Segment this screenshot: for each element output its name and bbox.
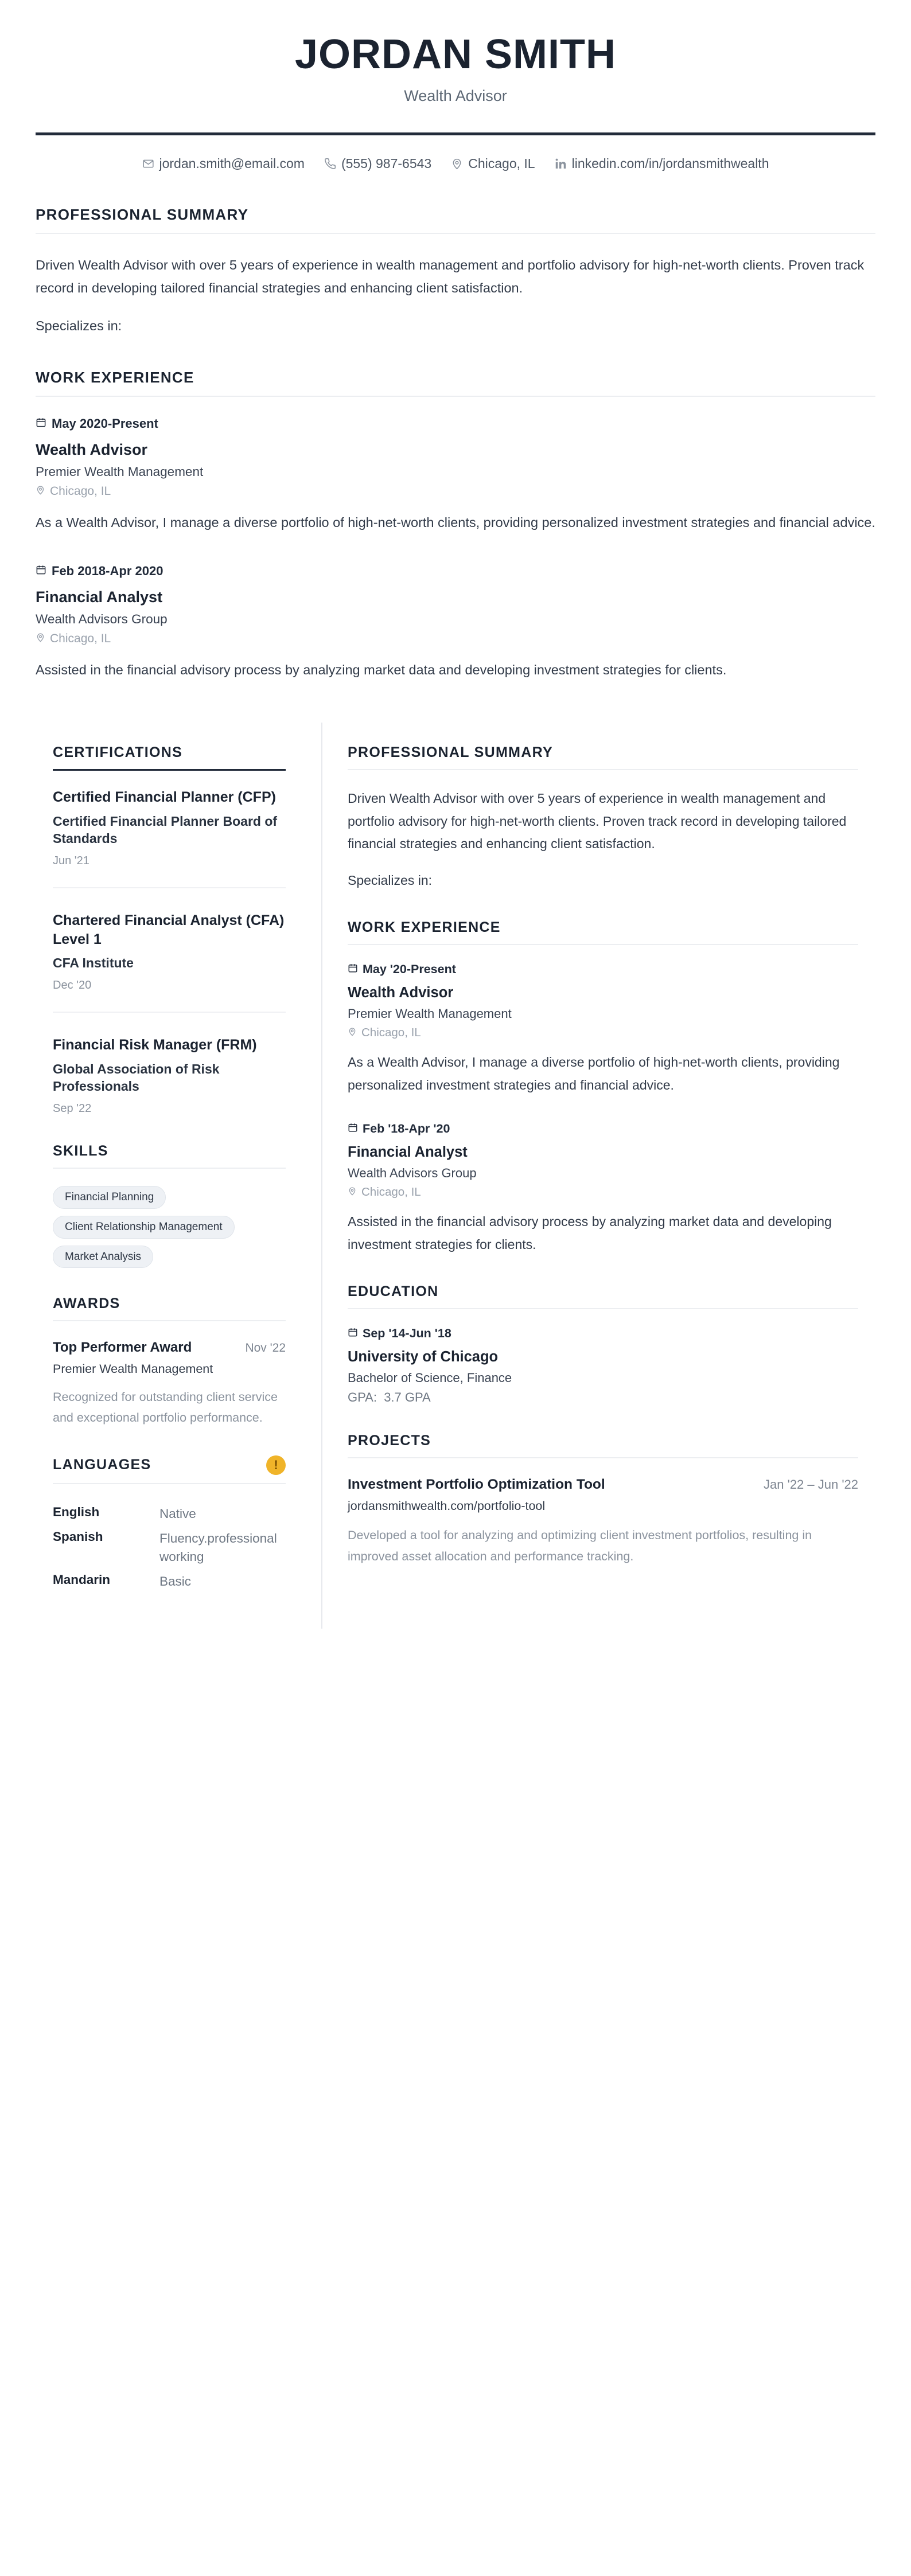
section-rule [53,1483,286,1484]
experience-dates-text: Feb '18-Apr '20 [363,1122,450,1136]
award-name: Top Performer Award [53,1340,192,1356]
certification-name: Certified Financial Planner (CFP) [53,789,276,806]
summary-paragraph: Driven Wealth Advisor with over 5 years of experience in wealth management and portfolio advisory for high-net-worth clients. Proven track record in developing tailored financial strategies and enhancing client satisfaction. [348,791,847,852]
experience-role: Wealth Advisor [348,985,454,1001]
certification-org: Global Association of Risk Professionals [53,1061,220,1094]
section-heading-professional-summary: PROFESSIONAL SUMMARY [348,744,553,761]
section-professional-summary-top [36,206,875,338]
experience-location-text: Chicago, IL [50,484,111,498]
section-rule [53,1320,286,1321]
language-row [53,1569,286,1594]
section-heading-languages: LANGUAGES [53,1457,151,1473]
experience-entry [36,416,875,534]
section-work-experience-top [36,369,875,681]
section-rule [53,769,286,771]
right-column [322,712,875,1629]
experience-location [36,485,875,498]
experience-description: Assisted in the financial advisory process by analyzing market data and developing investment strategies for clients. [348,1214,832,1252]
experience-org: Wealth Advisors Group [348,1166,477,1181]
two-column-block [0,712,911,1629]
education-gpa-label: GPA: [348,1390,377,1405]
experience-entry [348,1122,858,1256]
experience-dates-text: May 2020-Present [52,416,158,431]
contact-email-text: jordan.smith@email.com [159,155,305,171]
section-rule [348,944,858,945]
project-entry [348,1476,858,1567]
experience-role: Financial Analyst [348,1144,468,1161]
section-awards [53,1295,286,1427]
education-gpa [348,1390,858,1405]
language-level: Native [159,1506,196,1521]
contact-linkedin-text: linkedin.com/in/jordansmithwealth [571,155,769,171]
certification-item [53,911,286,1013]
contact-linkedin[interactable] [555,156,769,171]
language-name: Spanish [53,1529,103,1544]
language-row [53,1501,286,1527]
envelope-icon [142,158,154,170]
project-header-row [348,1476,858,1494]
skill-pill: Financial Planning [53,1186,166,1209]
section-rule [36,396,875,397]
project-link[interactable]: jordansmithwealth.com/portfolio-tool [348,1499,546,1513]
warning-exclamation-icon[interactable]: ! [266,1455,286,1475]
section-languages [53,1455,286,1594]
award-org: Premier Wealth Management [53,1361,213,1376]
language-row [53,1526,286,1569]
language-name: Mandarin [53,1572,111,1587]
experience-location [348,1026,858,1040]
education-degree: Bachelor of Science, Finance [348,1371,512,1385]
certification-org: Certified Financial Planner Board of Standards [53,813,278,846]
section-work-experience [348,919,858,1256]
section-education [348,1283,858,1405]
experience-org: Premier Wealth Management [348,1006,512,1021]
project-date: Jan '22 – Jun '22 [764,1477,858,1492]
summary-specializes: Specializes in: [36,318,122,334]
section-heading-work-experience: WORK EXPERIENCE [348,919,501,936]
location-pin-icon [348,1185,357,1199]
section-rule [36,233,875,234]
education-dates [348,1326,858,1341]
section-rule [348,769,858,770]
location-pin-icon [36,632,45,646]
contact-email[interactable] [142,156,305,171]
award-date: Nov '22 [245,1341,286,1355]
experience-dates [348,962,858,977]
award-item [53,1338,286,1427]
experience-org: Wealth Advisors Group [36,611,168,626]
award-header-row [53,1338,286,1356]
certification-date: Dec '20 [53,979,92,992]
contact-phone[interactable] [324,156,431,171]
certification-org: CFA Institute [53,955,134,971]
section-heading-projects: PROJECTS [348,1433,431,1449]
summary-paragraph: Driven Wealth Advisor with over 5 years of experience in wealth management and portfolio advisory for high-net-worth clients. Proven track record in developing tailored financial strategies and enhancing client satisfaction. [36,257,865,295]
education-gpa-value: 3.7 GPA [384,1390,431,1405]
languages-heading-row [53,1455,286,1475]
experience-dates-text: Feb 2018-Apr 2020 [52,563,163,578]
certification-name: Financial Risk Manager (FRM) [53,1037,257,1053]
calendar-icon [36,416,46,431]
summary-specializes: Specializes in: [348,872,433,888]
section-skills [53,1143,286,1268]
experience-location-text: Chicago, IL [361,1026,421,1040]
calendar-icon [36,564,46,579]
language-level: Fluency.professional working [159,1531,277,1564]
education-school: University of Chicago [348,1349,499,1365]
project-name: Investment Portfolio Optimization Tool [348,1477,605,1493]
calendar-icon [348,962,358,977]
contact-row [36,156,875,171]
experience-role: Financial Analyst [36,588,163,606]
section-heading-certifications: CERTIFICATIONS [53,744,183,761]
experience-location-text: Chicago, IL [361,1185,421,1199]
certification-date: Sep '22 [53,1102,92,1115]
page-title: JORDAN SMITH [294,32,616,77]
section-professional-summary [348,744,858,892]
location-pin-icon [348,1026,357,1040]
skills-list [53,1186,286,1268]
education-dates-text: Sep '14-Jun '18 [363,1326,451,1341]
experience-entry [348,962,858,1096]
experience-description: As a Wealth Advisor, I manage a diverse portfolio of high-net-worth clients, providing personalized investment strategies and financial advice. [348,1055,840,1092]
header-job-title: Wealth Advisor [404,87,507,104]
skill-pill: Market Analysis [53,1246,153,1269]
section-heading-skills: SKILLS [53,1143,108,1160]
experience-location-text: Chicago, IL [50,631,111,645]
contact-location[interactable] [451,156,535,171]
experience-org: Premier Wealth Management [36,464,204,479]
left-column [36,712,321,1629]
experience-description: As a Wealth Advisor, I manage a diverse portfolio of high-net-worth clients, providing personalized investment strategies and financial advice. [36,514,875,530]
languages-table [53,1501,286,1594]
experience-dates [348,1122,858,1136]
section-rule [348,1308,858,1309]
page-bottom-whitespace [0,1629,911,2110]
contact-location-text: Chicago, IL [468,155,535,171]
language-name: English [53,1504,100,1519]
calendar-icon [348,1326,358,1341]
section-heading-awards: AWARDS [53,1295,120,1312]
section-heading-work-experience: WORK EXPERIENCE [36,368,194,386]
experience-dates [36,416,875,431]
section-rule [348,1457,858,1458]
experience-dates-text: May '20-Present [363,962,456,977]
linkedin-icon [555,158,567,170]
header-divider [36,132,875,135]
resume-header-block [0,0,911,681]
section-heading-education: EDUCATION [348,1283,439,1300]
location-pin-icon [451,158,463,170]
certification-name: Chartered Financial Analyst (CFA) Level 1 [53,912,285,947]
certification-item [53,788,286,888]
award-description: Recognized for outstanding client service and exceptional portfolio performance. [53,1390,278,1424]
experience-entry [36,564,875,681]
section-projects [348,1433,858,1567]
language-level: Basic [159,1574,192,1589]
phone-icon [324,158,336,170]
contact-phone-text: (555) 987-6543 [341,155,432,171]
experience-role: Wealth Advisor [36,440,148,458]
experience-location [36,632,875,646]
experience-dates [36,564,875,579]
experience-location [348,1185,858,1199]
project-description: Developed a tool for analyzing and optimizing client investment portfolios, resulting in improved asset allocation and performance tracking. [348,1528,812,1563]
section-heading-professional-summary: PROFESSIONAL SUMMARY [36,205,249,223]
location-pin-icon [36,485,45,498]
skill-pill: Client Relationship Management [53,1216,235,1239]
calendar-icon [348,1122,358,1136]
education-entry [348,1326,858,1405]
section-certifications [53,744,286,1115]
certification-item [53,1036,286,1115]
section-rule [53,1168,286,1169]
certification-date: Jun '21 [53,854,89,868]
experience-description: Assisted in the financial advisory process by analyzing market data and developing investment strategies for clients. [36,662,727,677]
